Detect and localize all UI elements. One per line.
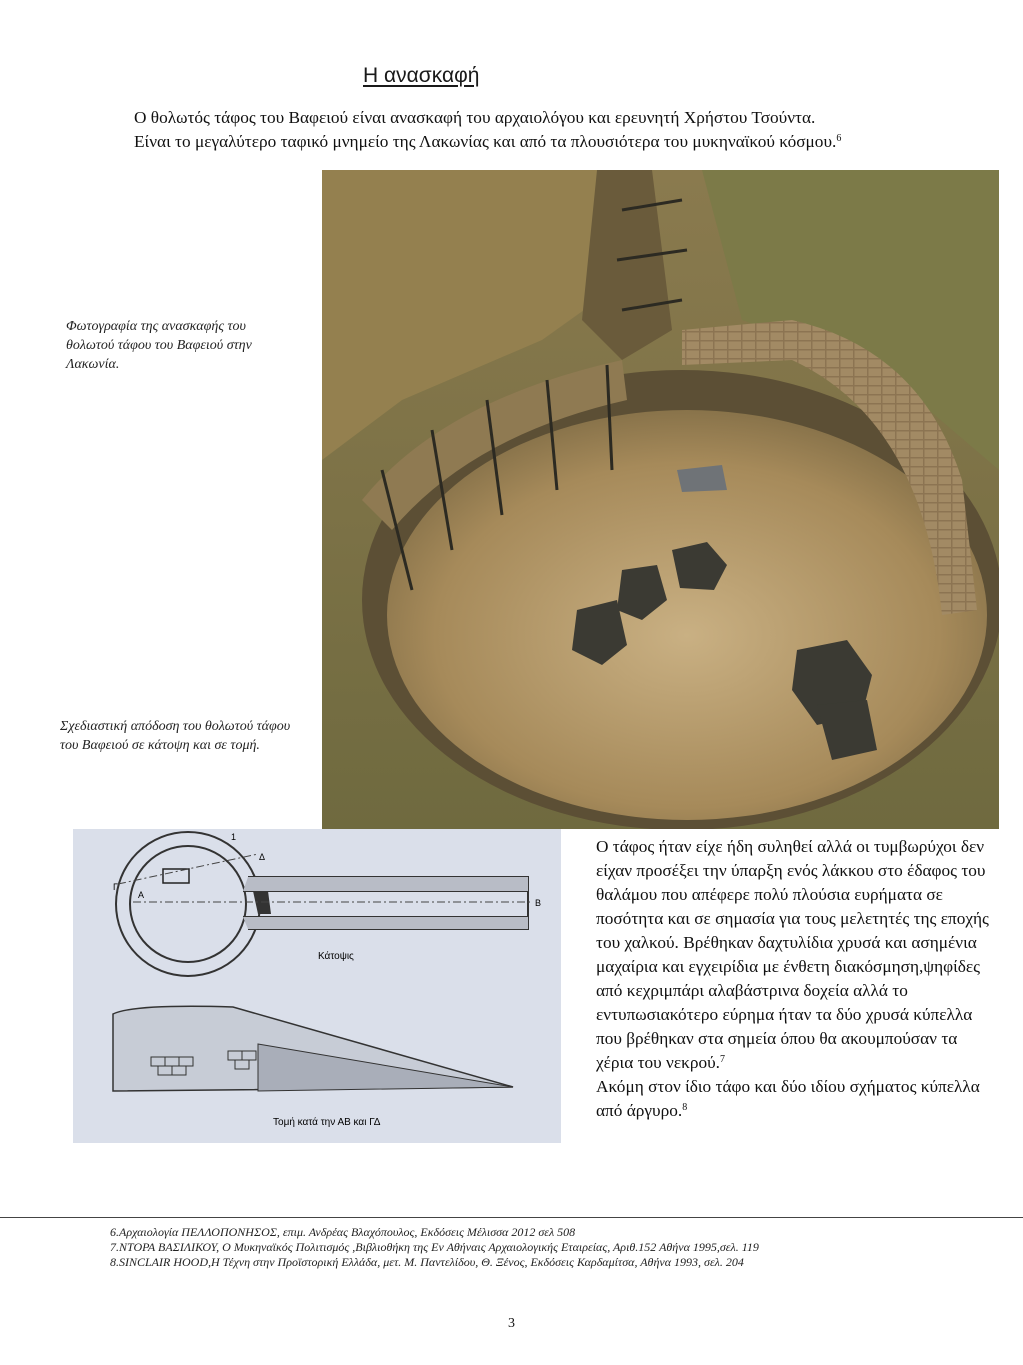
excavation-photo-image xyxy=(322,170,999,829)
plan-section-svg xyxy=(73,829,561,1143)
label-d: Δ xyxy=(259,852,266,862)
intro-line-1: Ο θολωτός τάφος του Βαφειού είναι ανασκαφή του αρχαιολόγου και ερευνητή Χρήστου Τσούντα. xyxy=(134,108,816,127)
drawing-caption: Σχεδιαστική απόδοση του θολωτού τάφου του Βαφειού σε κάτοψη και σε τομή. xyxy=(60,719,291,753)
footnote-ref-8: 8 xyxy=(682,1102,688,1113)
intro-paragraph xyxy=(134,106,994,154)
body-text xyxy=(596,835,996,1123)
photo-caption: Φωτογραφία της ανασκαφής του θολωτού τάφου του Βαφειού στην Λακωνία. xyxy=(66,319,252,372)
body-paragraph-2-text: Ακόμη στον ίδιο τάφο και δύο ιδίου σχήματος κύπελλα από άργυρο. xyxy=(596,1077,980,1120)
footnote-divider xyxy=(0,1217,1023,1218)
label-g: Γ xyxy=(113,882,118,892)
label-one: 1 xyxy=(231,832,237,842)
label-a: Α xyxy=(138,890,145,900)
intro-line-2-text: Είναι το μεγαλύτερο ταφικό μνημείο της Λακωνίας και από τα πλουσιότερα του μυκηναϊκού κόσμου. xyxy=(134,132,837,151)
section-label: Τομή κατά την ΑΒ και ΓΔ xyxy=(273,1117,381,1128)
page-title: Η ανασκαφή xyxy=(363,64,480,87)
footnote-7: 7.ΝΤΟΡΑ ΒΑΣΙΛΙΚΟΥ, Ο Μυκηναϊκός Πολιτισμός ,Βιβλιοθήκη της Εν Αθήναις Αρχαιολογικής Εταιρείας, Αριθ.152 Αθήνα 1995,σελ. 119 xyxy=(110,1240,759,1254)
body-paragraph-1 xyxy=(596,835,996,1075)
label-b: Β xyxy=(535,898,542,908)
page-number: 3 xyxy=(508,1316,515,1331)
footnote-ref-6: 6 xyxy=(836,133,842,144)
body-paragraph-2 xyxy=(596,1075,996,1123)
footnote-ref-7: 7 xyxy=(719,1054,725,1065)
plan-label: Κάτοψις xyxy=(318,951,354,962)
footnote-8: 8.SINCLAIR HOOD,Η Τέχνη στην Προϊστορική Ελλάδα, μετ. Μ. Παντελίδου, Θ. Ξένος, Εκδόσεις Καρδαμίτσα, Αθήνα 1993, σελ. 204 xyxy=(110,1255,744,1269)
footnotes xyxy=(110,1225,759,1270)
intro-line-2 xyxy=(134,130,994,154)
footnote-6: 6.Αρχαιολογία ΠΕΛΛΟΠΟΝΗΣΟΣ, επιμ. Ανδρέας Βλαχόπουλος, Εκδόσεις Μέλισσα 2012 σελ 508 xyxy=(110,1225,576,1239)
body-paragraph-1-text: Ο τάφος ήταν είχε ήδη συληθεί αλλά οι τυμβωρύχοι δεν είχαν προσέξει την ύπαρξη ενός λάκκου στο έδαφος του θαλάμου που απέφερε πολύ πλούσια ευρήματα σε ποσότητα και σε σημασία για τους μελετητές της εποχής του χαλκού. Βρέθηκαν δαχτυλίδια χρυσά και ασημένια μαχαίρια και εγχειρίδια με ένθετη διακόσμηση,ψηφίδες από κεχριμπάρι αλαβάστρινα δοχεία αλλά το εντυπωσιακότερο εύρημα ήταν τα δύο χρυσά κύπελλα που βρέθηκαν στα σημεία όπου θα ακουμπούσαν τα χέρια του νεκρού. xyxy=(596,837,989,1072)
tomb-plan-drawing xyxy=(73,829,561,1143)
excavation-photo xyxy=(322,170,999,829)
